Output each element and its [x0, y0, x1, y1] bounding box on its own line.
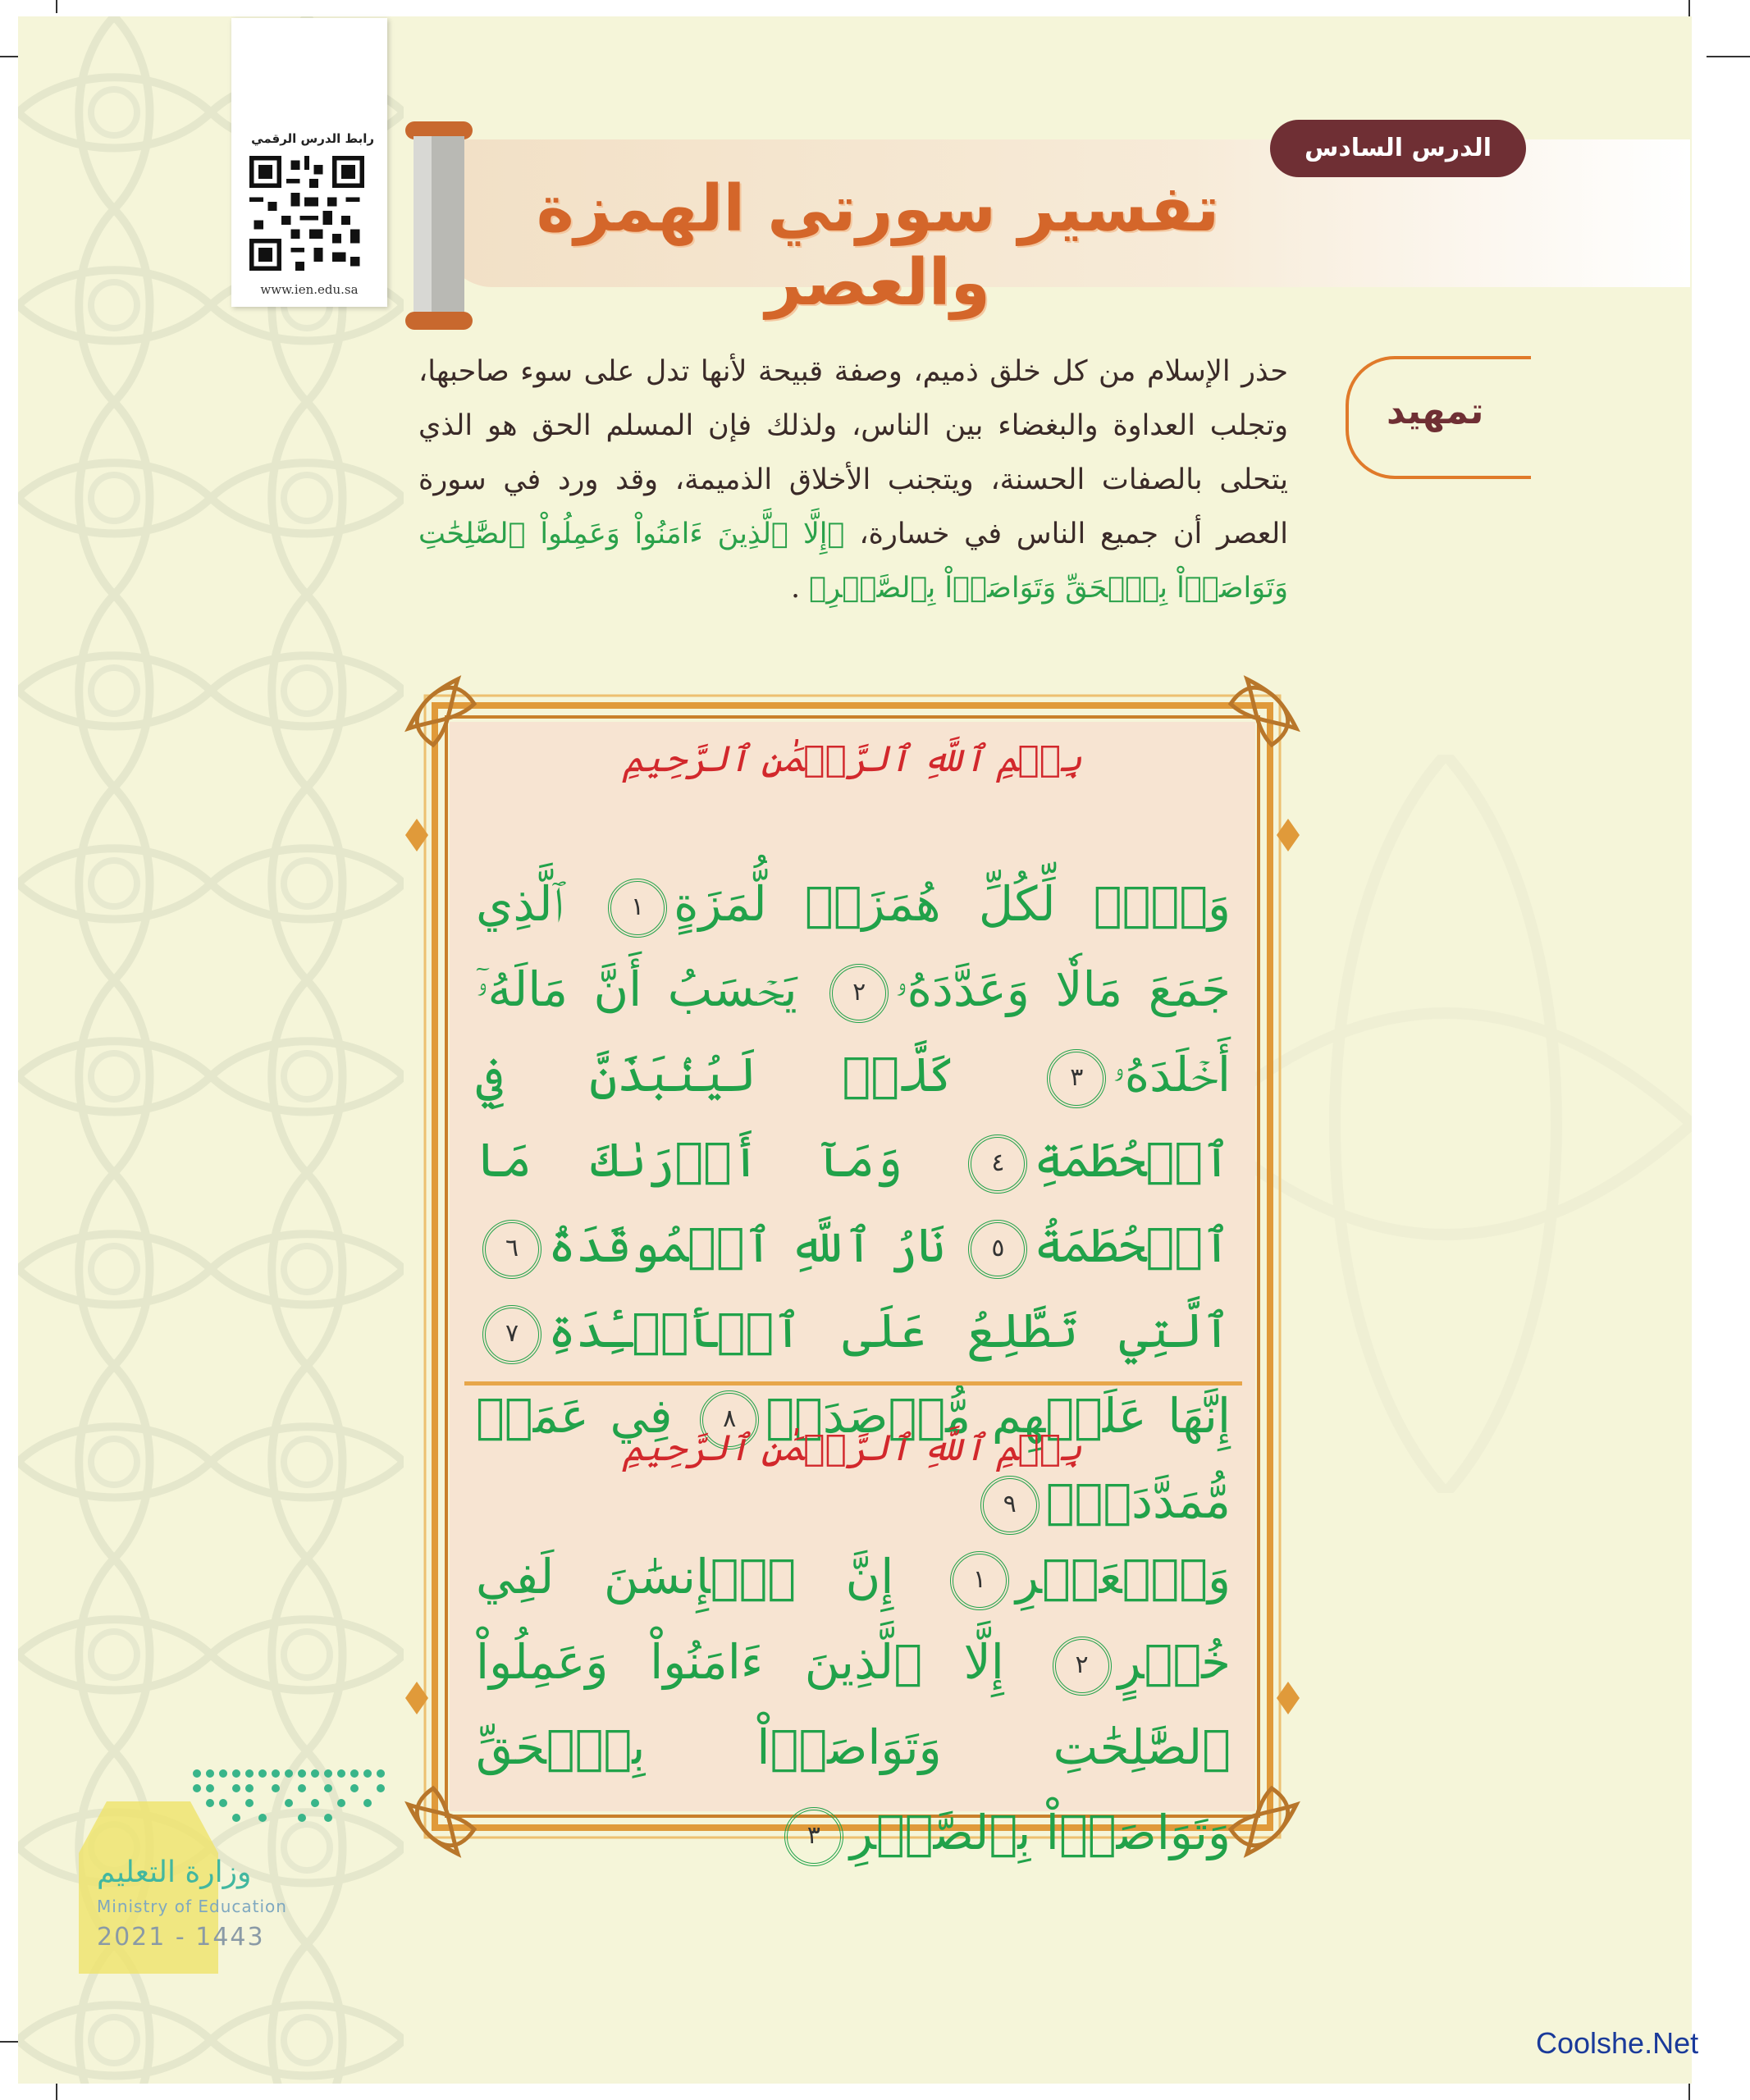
- verse-number-marker: ١: [608, 879, 667, 938]
- ministry-logo-dots-icon: [189, 1764, 394, 1838]
- crop-mark: [1707, 56, 1750, 57]
- verse-number-marker: ٢: [1053, 1637, 1112, 1696]
- verse-text: وَٱلۡعَصۡرِ: [1015, 1549, 1231, 1605]
- basmala: بِسۡمِ ٱللَّهِ ٱلرَّحۡمَٰنِ ٱلرَّحِيمِ: [622, 738, 1083, 780]
- edition-year: 2021 - 1443: [97, 1923, 265, 1952]
- qr-url[interactable]: www.ien.edu.sa: [260, 282, 359, 297]
- crop-mark: [56, 0, 57, 13]
- verse-number-marker: ٨: [700, 1390, 759, 1449]
- verse-number-marker: ٧: [482, 1305, 541, 1364]
- verse-number-marker: ٤: [968, 1134, 1027, 1194]
- scroll-roll-icon: [402, 115, 476, 336]
- lesson-number-badge: الدرس السادس: [1270, 120, 1526, 177]
- qr-code-icon[interactable]: [249, 156, 364, 271]
- site-watermark: Coolshe.Net: [1536, 2026, 1699, 2060]
- verse-text: نَارُ ٱللَّهِ ٱلۡمُوقَدَةُ: [548, 1217, 946, 1273]
- verse-number-marker: ٣: [1047, 1049, 1106, 1108]
- verse-number-marker: ٢: [829, 964, 889, 1023]
- ministry-name-english: Ministry of Education: [97, 1897, 287, 1916]
- intro-body: حذر الإسلام من كل خلق ذميم، وصفة قبيحة لأنها تدل على سوء صاحبها، وتجلب العداوة والبغضاء بين الناس، ولذلك فإن المسلم الحق هو الذي يتحلى بالصفات الحسنة، ويتجنب الأخلاق الذميمة، وقد ورد في سورة العصر أن جميع الناس في خسارة،: [418, 355, 1288, 550]
- verse-text: إِنَّهَا عَلَيۡهِم مُّؤۡصَدَةٞ: [765, 1388, 1231, 1444]
- verse-text: وَيۡلٞ لِّكُلِّ هُمَزَةٖ لُّمَزَةٍ: [674, 876, 1231, 932]
- verse-text: ٱلَّذِي جَمَعَ مَالٗا وَعَدَّدَهُۥ: [476, 876, 1231, 1017]
- verse-text: ٱلَّتِي تَطَّلِعُ عَلَى ٱلۡأَفۡـِٔدَةِ: [548, 1303, 1231, 1358]
- intro-end: .: [790, 572, 810, 605]
- verse-number-marker: ٩: [980, 1476, 1039, 1535]
- lesson-title: تفسير سورتي الهمزة والعصر: [536, 172, 1220, 320]
- verse-text: كَلَّاۖ لَيُنۢبَذَنَّ فِي ٱلۡحُطَمَةِ: [476, 1047, 1231, 1188]
- verse-number-marker: ١: [950, 1551, 1009, 1610]
- verse-number-marker: ٦: [482, 1220, 541, 1279]
- verse-text: وَمَآ أَدۡرَىٰكَ مَا ٱلۡحُطَمَةُ: [476, 1132, 1231, 1273]
- surah-divider: [464, 1381, 1242, 1386]
- intro-quran-verse: ﴿إِلَّا ٱلَّذِينَ ءَامَنُواْ وَعَمِلُواْ ٱلصَّٰلِحَٰتِ وَتَوَاصَوۡاْ بِٱلۡحَقِّ وَتَوَاصَوۡاْ بِٱلصَّبۡرِ﴾: [418, 518, 1288, 605]
- verse-number-marker: ٣: [784, 1807, 843, 1866]
- digital-lesson-card[interactable]: [231, 18, 387, 307]
- verse-number-marker: ٥: [968, 1220, 1027, 1279]
- ministry-name-arabic: وزارة التعليم: [97, 1856, 252, 1889]
- verse-text: فِي عَمَدٖ مُّمَدَّدَةِۭ: [476, 1388, 1231, 1529]
- verse-text: إِنَّ ٱلۡإِنسَٰنَ لَفِي خُسۡرٍ: [476, 1549, 1231, 1690]
- qr-label: رابط الدرس الرقمي: [251, 131, 374, 146]
- intro-heading: تمهيد: [1387, 390, 1484, 432]
- intro-paragraph: [418, 345, 1288, 615]
- verse-text: يَحۡسَبُ أَنَّ مَالَهُۥٓ أَخۡلَدَهُۥ: [476, 961, 1231, 1102]
- surah-asr-text: [476, 1534, 1231, 1875]
- verse-text: إِلَّا ٱلَّذِينَ ءَامَنُواْ وَعَمِلُواْ ٱلصَّٰلِحَٰتِ وَتَوَاصَوۡاْ بِٱلۡحَقِّ وَتَوَاصَوۡاْ بِٱلصَّبۡرِ: [476, 1634, 1231, 1860]
- basmala: بِسۡمِ ٱللَّهِ ٱلرَّحۡمَٰنِ ٱلرَّحِيمِ: [622, 1427, 1083, 1469]
